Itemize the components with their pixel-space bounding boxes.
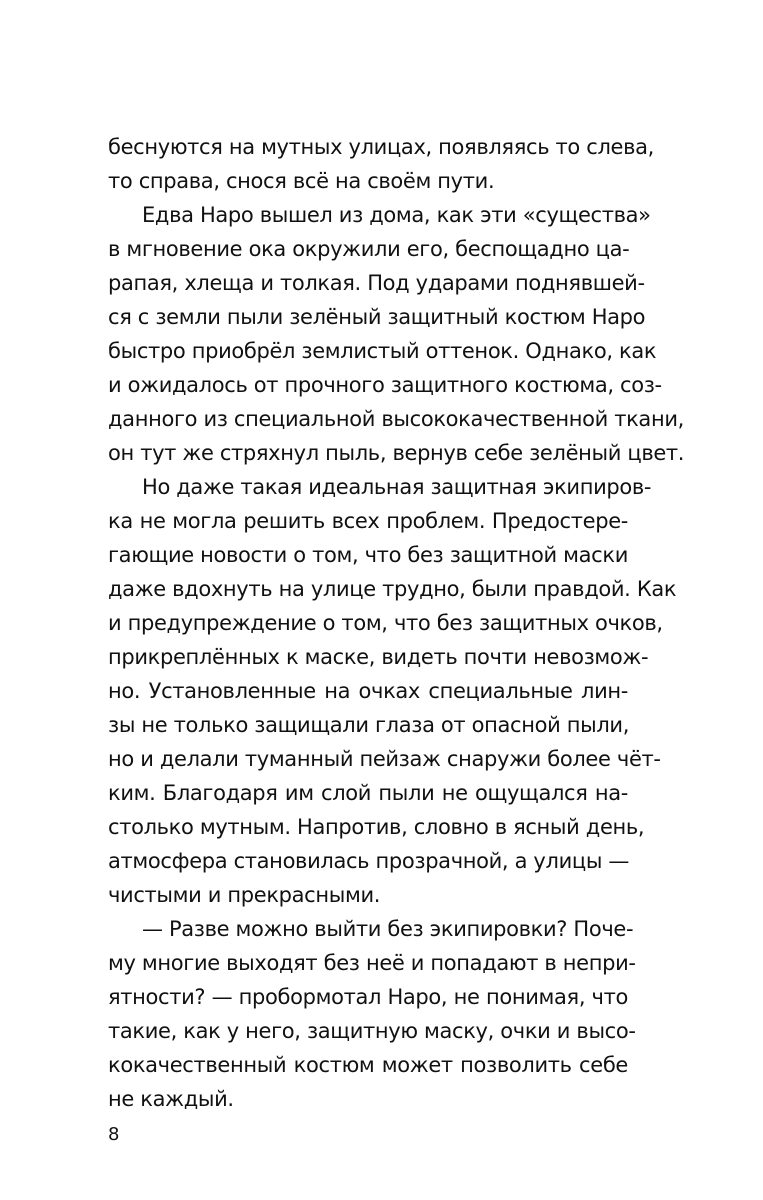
text-line: быстро приобрёл землистый оттенок. Однако, как: [108, 339, 657, 363]
page-number: 8: [108, 1124, 120, 1145]
text-line: но. Установленные на очках специальные лин-: [108, 679, 628, 703]
text-line: рапая, хлеща и толкая. Под ударами поднявшей-: [108, 271, 645, 295]
text-line: в мгновение ока окружили его, беспощадно ца-: [108, 237, 630, 261]
text-line: но и делали туманный пейзаж снаружи более чёт-: [108, 747, 661, 771]
text-line: столько мутным. Напротив, словно в ясный день,: [108, 815, 645, 839]
text-line: и предупреждение о том, что без защитных очков,: [108, 611, 663, 635]
text-line: ким. Благодаря им слой пыли не ощущался на-: [108, 781, 628, 805]
text-line: то справа, снося всё на своём пути.: [108, 169, 495, 193]
text-line: ся с земли пыли зелёный защитный костюм Наро: [108, 305, 646, 329]
text-line: атмосфера становилась прозрачной, а улицы —: [108, 849, 630, 873]
paragraph-first-line: Едва Наро вышел из дома, как эти «существа»: [142, 203, 651, 227]
text-line: такие, как у него, защитную маску, очки и высо-: [108, 1019, 636, 1043]
text-line: кокачественный костюм может позволить себе: [108, 1053, 628, 1077]
text-line: чистыми и прекрасными.: [108, 883, 381, 907]
paragraph-first-line: Но даже такая идеальная защитная экипиров-: [142, 475, 652, 499]
text-line: данного из специальной высококачественной ткани,: [108, 407, 684, 431]
text-line: и ожидалось от прочного защитного костюма, соз-: [108, 373, 662, 397]
text-line: зы не только защищали глаза от опасной пыли,: [108, 713, 630, 737]
text-line: ятности? — пробормотал Наро, не понимая, что: [108, 985, 628, 1009]
text-line: он тут же стряхнул пыль, вернув себе зелёный цвет.: [108, 441, 685, 465]
text-line: му многие выходят без неё и попадают в непри-: [108, 951, 636, 975]
paragraph-first-line: — Разве можно выйти без экипировки? Поче-: [142, 917, 634, 941]
text-line: гающие новости о том, что без защитной маски: [108, 543, 628, 567]
text-line: ка не могла решить всех проблем. Предостере-: [108, 509, 628, 533]
text-line: прикреплённых к маске, видеть почти невозмож-: [108, 645, 649, 669]
text-line: не каждый.: [108, 1087, 234, 1111]
text-line: даже вдохнуть на улице трудно, были правдой. Как: [108, 577, 677, 601]
text-line: беснуются на мутных улицах, появляясь то слева,: [108, 135, 654, 159]
